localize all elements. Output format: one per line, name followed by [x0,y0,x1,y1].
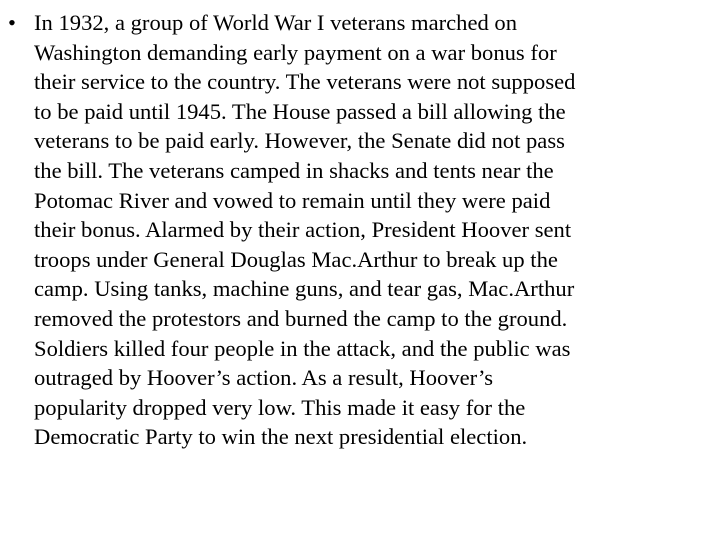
paragraph-line: Potomac River and vowed to remain until they were paid [34,187,551,213]
paragraph-line: their bonus. Alarmed by their action, President Hoover sent [34,217,572,243]
paragraph-line: outraged by Hoover’s action. As a result, Hoover’s [34,365,494,391]
paragraph-line: Democratic Party to win the next presidential election. [34,424,528,450]
bullet-list [0,8,720,452]
paragraph-line: popularity dropped very low. This made it easy for the [34,394,526,420]
paragraph-line: camp. Using tanks, machine guns, and tear gas, Mac.Arthur [34,276,575,302]
paragraph-line: removed the protestors and burned the camp to the ground. [34,305,568,331]
paragraph-line: the bill. The veterans camped in shacks and tents near the [34,157,554,183]
paragraph-line: troops under General Douglas Mac.Arthur to break up the [34,246,558,272]
paragraph-line: Soldiers killed four people in the attack, and the public was [34,335,571,361]
bullet-icon: • [8,10,16,35]
bullet-item [0,8,720,452]
paragraph-line: Washington demanding early payment on a war bonus for [34,39,557,65]
paragraph-line: their service to the country. The veterans were not supposed [34,69,576,95]
paragraph-line: veterans to be paid early. However, the Senate did not pass [34,128,565,154]
paragraph-line: to be paid until 1945. The House passed a bill allowing the [34,98,566,124]
paragraph-line: In 1932, a group of World War I veterans marched on [34,10,518,35]
